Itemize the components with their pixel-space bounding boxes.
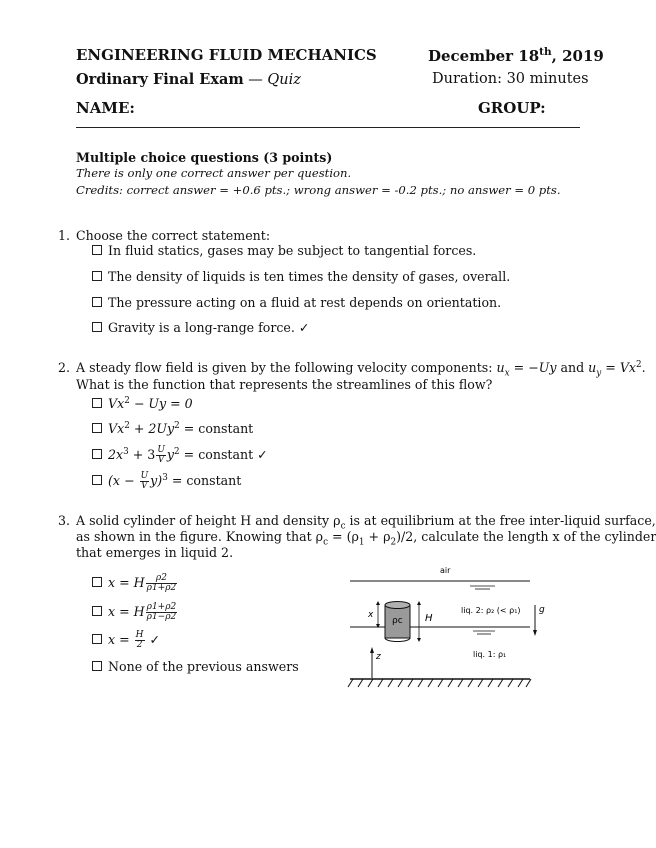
q1-option-4[interactable]: Gravity is a long-range force. ✓ (92, 320, 309, 335)
g-label: g (539, 605, 545, 615)
q2-option-3[interactable]: $2x^3 + 3$ $\frac{U}{V}$ $y^2$ = constant ✓ (92, 446, 268, 465)
x-arrow-up (376, 601, 380, 605)
air-label: air (440, 566, 451, 575)
q1-option-1[interactable]: In fluid statics, gases may be subject to tangential forces. (92, 243, 476, 258)
instructions-line: There is only one correct answer per question. (76, 166, 352, 180)
checkbox[interactable] (92, 661, 102, 671)
checkbox[interactable] (92, 449, 102, 459)
liq1-label: liq. 1: ρ₁ (473, 650, 507, 659)
exam-title: Ordinary Final Exam — Quiz (76, 71, 301, 88)
q2-prompt-line1: A steady flow field is given by the following velocity components: $u_x = -Uy$ and $u_y = Vx^2$. (76, 360, 646, 379)
q1-number: 1. (58, 228, 71, 243)
q3-line2: as shown in the figure. Knowing that $\rho_c = (\rho_1 + \rho_2)/2$, calculate the length x of the cylinder (76, 529, 656, 548)
x-label: x (368, 610, 374, 620)
checkbox[interactable] (92, 245, 102, 255)
gravity-arrow-head (533, 630, 537, 636)
checkbox[interactable] (92, 398, 102, 408)
cylinder-bottom (385, 638, 410, 642)
checkbox[interactable] (92, 271, 102, 281)
q1-option-3[interactable]: The pressure acting on a fluid at rest depends on orientation. (92, 295, 501, 310)
q3-line1: A solid cylinder of height H and density $\rho_c$ is at equilibrium at the free inter-liquid surface, (76, 513, 656, 532)
name-label: NAME: (76, 99, 135, 117)
checkbox[interactable] (92, 634, 102, 644)
checkbox[interactable] (92, 423, 102, 433)
checkbox[interactable] (92, 475, 102, 485)
q3-number: 3. (58, 513, 71, 528)
q2-option-2[interactable]: $Vx^2 + 2Uy^2$ = constant (92, 421, 253, 436)
checkbox[interactable] (92, 577, 102, 587)
q3-option-2[interactable]: x = H $\frac{\rho 1+\rho 2}{\rho 1-\rho 2}$ (92, 603, 178, 622)
credits-line: Credits: correct answer = +0.6 pts.; wrong answer = -0.2 pts.; no answer = 0 pts. (76, 183, 561, 197)
q3-option-1[interactable]: x = H $\frac{\rho 2}{\rho 1+\rho 2}$ (92, 574, 178, 593)
exam-date: December 18th, 2019 (428, 46, 604, 65)
header-rule (76, 127, 580, 128)
H-arrow-up (417, 601, 421, 605)
liq2-label: liq. 2: ρ₂ (< ρ₁) (461, 606, 521, 615)
checkbox[interactable] (92, 606, 102, 616)
course-title: ENGINEERING FLUID MECHANICS (76, 46, 377, 64)
section-title: Multiple choice questions (3 points) (76, 150, 333, 165)
q3-option-3[interactable]: x = $\frac{H}{2}$ ✓ (92, 631, 160, 650)
H-arrow-down (417, 638, 421, 642)
q2-number: 2. (58, 360, 71, 375)
cylinder-figure (345, 560, 545, 690)
rho-c-label: ρc (392, 616, 403, 626)
duration: Duration: 30 minutes (432, 71, 589, 87)
q1-prompt: Choose the correct statement: (76, 228, 271, 243)
q2-option-1[interactable]: $Vx^2 - Uy = 0$ (92, 396, 193, 411)
checkbox[interactable] (92, 297, 102, 307)
q3-option-4[interactable]: None of the previous answers (92, 659, 299, 674)
q2-option-4[interactable]: (x − $\frac{U}{V}$ y)$^3$ = constant (92, 472, 241, 491)
group-label: GROUP: (478, 99, 546, 117)
H-label: H (425, 613, 433, 624)
q1-option-2[interactable]: The density of liquids is ten times the density of gases, overall. (92, 269, 510, 284)
ground-hatching (348, 679, 531, 687)
z-arrow-head (370, 647, 374, 653)
checkbox[interactable] (92, 322, 102, 332)
q2-prompt-line2: What is the function that represents the streamlines of this flow? (76, 377, 493, 392)
cylinder-top (385, 602, 410, 609)
q3-line3: that emerges in liquid 2. (76, 545, 234, 560)
z-label: z (376, 652, 381, 662)
